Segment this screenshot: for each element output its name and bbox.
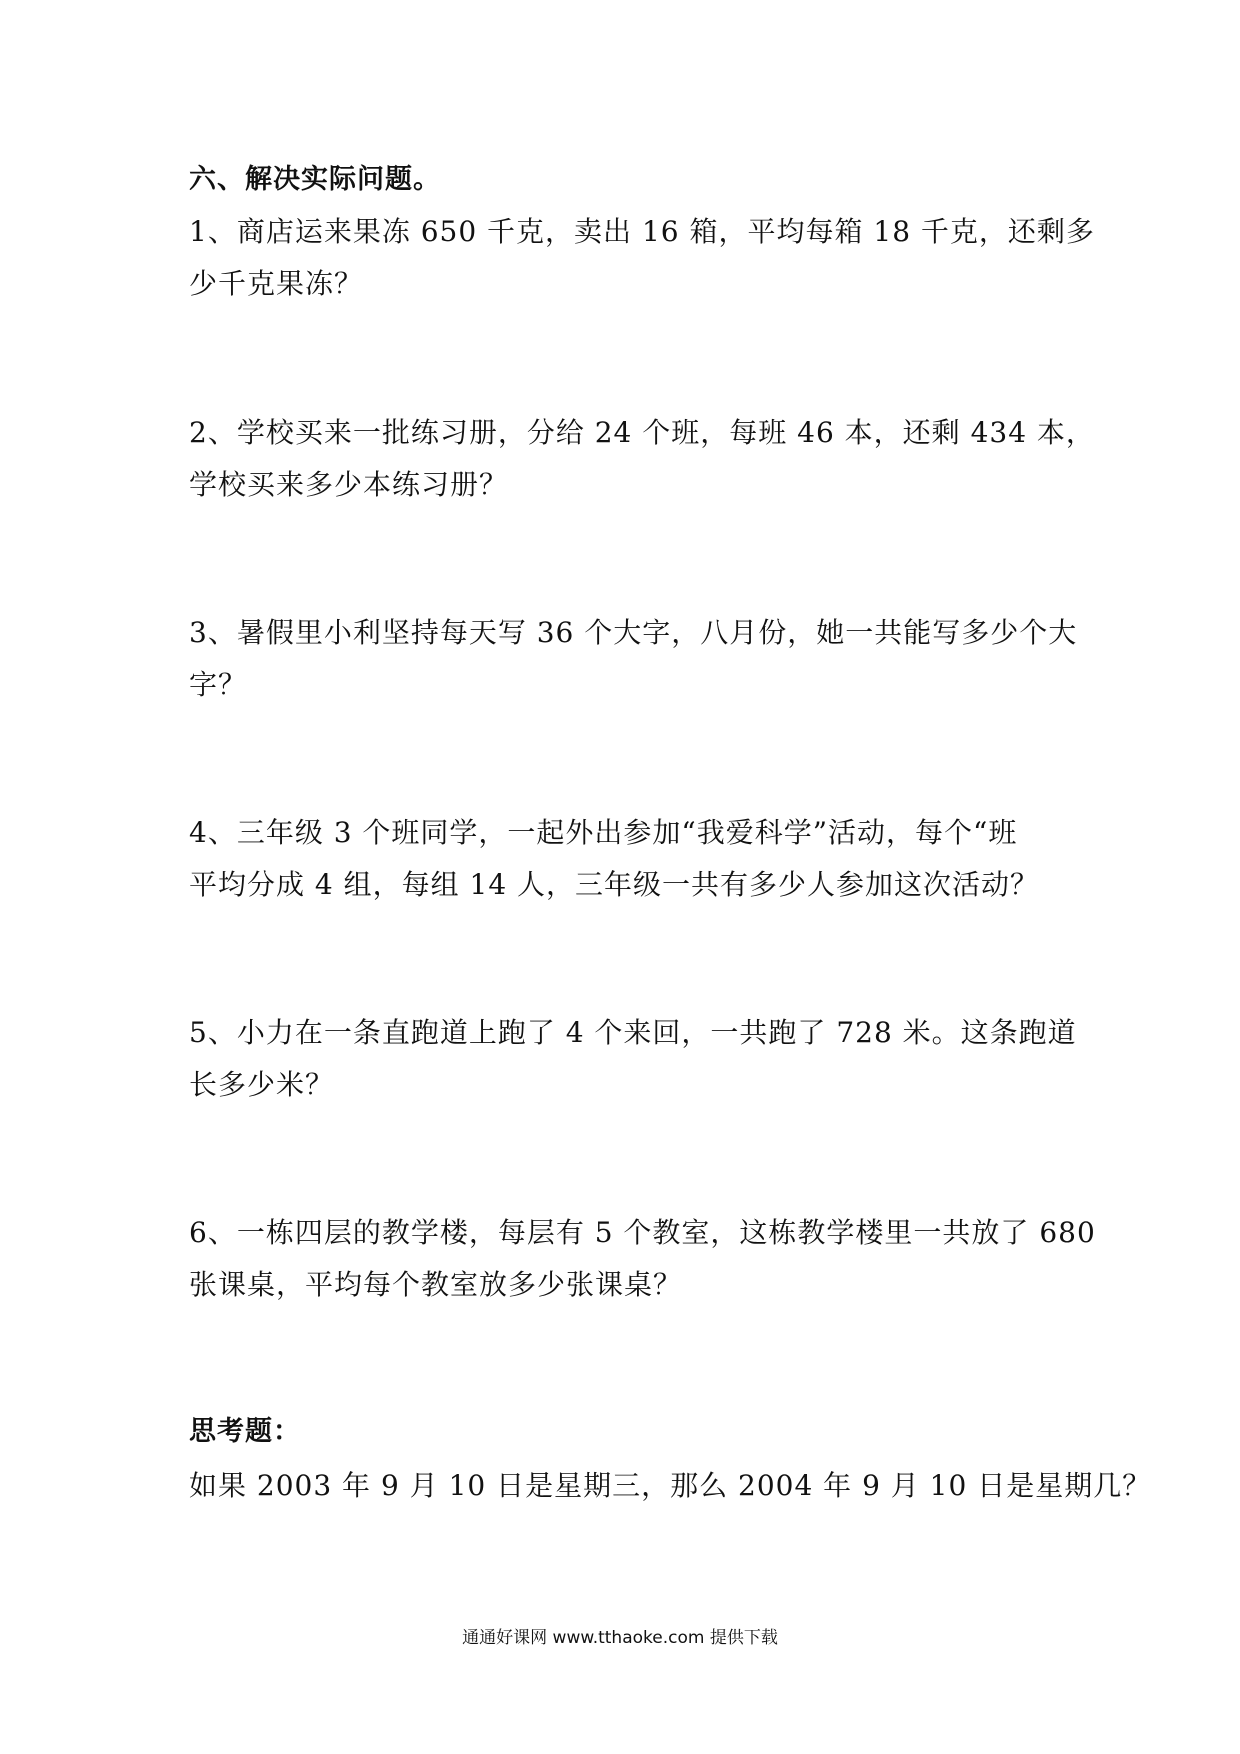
question-3 xyxy=(189,607,1078,711)
thinking-question: 如果 2003 年 9 月 10 日是星期三，那么 2004 年 9 月 10 日是星期几？ xyxy=(189,1469,1152,1502)
question-5-line-2: 长多少米？ xyxy=(189,1068,335,1101)
question-2-line-2: 学校买来多少本练习册？ xyxy=(189,468,509,501)
question-2-line-1: 2、学校买来一批练习册，分给 24 个班，每班 46 本，还剩 434 本， xyxy=(189,416,1095,449)
question-4 xyxy=(189,807,1069,911)
question-2 xyxy=(189,407,1095,511)
question-3-line-1: 3、暑假里小利坚持每天写 36 个大字，八月份，她一共能写多少个大 xyxy=(189,616,1078,649)
question-1-line-1: 1、商店运来果冻 650 千克，卖出 16 箱，平均每箱 18 千克，还剩多 xyxy=(189,215,1095,248)
thinking-title: 思考题： xyxy=(189,1416,301,1447)
question-1 xyxy=(189,206,1095,310)
question-5-line-1: 5、小力在一条直跑道上跑了 4 个来回，一共跑了 728 米。这条跑道 xyxy=(189,1016,1077,1049)
question-3-line-2: 字？ xyxy=(189,668,248,701)
question-5 xyxy=(189,1007,1077,1111)
question-6-line-2: 张课桌，平均每个教室放多少张课桌？ xyxy=(189,1268,683,1301)
footer-source: 通通好课网 www.tthaoke.com 提供下载 xyxy=(462,1628,778,1648)
question-1-line-2: 少千克果冻？ xyxy=(189,267,364,300)
section-title: 六、解决实际问题。 xyxy=(189,164,441,195)
question-6-line-1: 6、一栋四层的教学楼，每层有 5 个教室，这栋教学楼里一共放了 680 xyxy=(189,1216,1096,1249)
question-4-line-1: 4、三年级 3 个班同学，一起外出参加“我爱科学”活动，每个“班 xyxy=(189,816,1018,849)
question-6 xyxy=(189,1207,1096,1311)
question-4-line-2: 平均分成 4 组，每组 14 人，三年级一共有多少人参加这次活动？ xyxy=(189,868,1040,901)
